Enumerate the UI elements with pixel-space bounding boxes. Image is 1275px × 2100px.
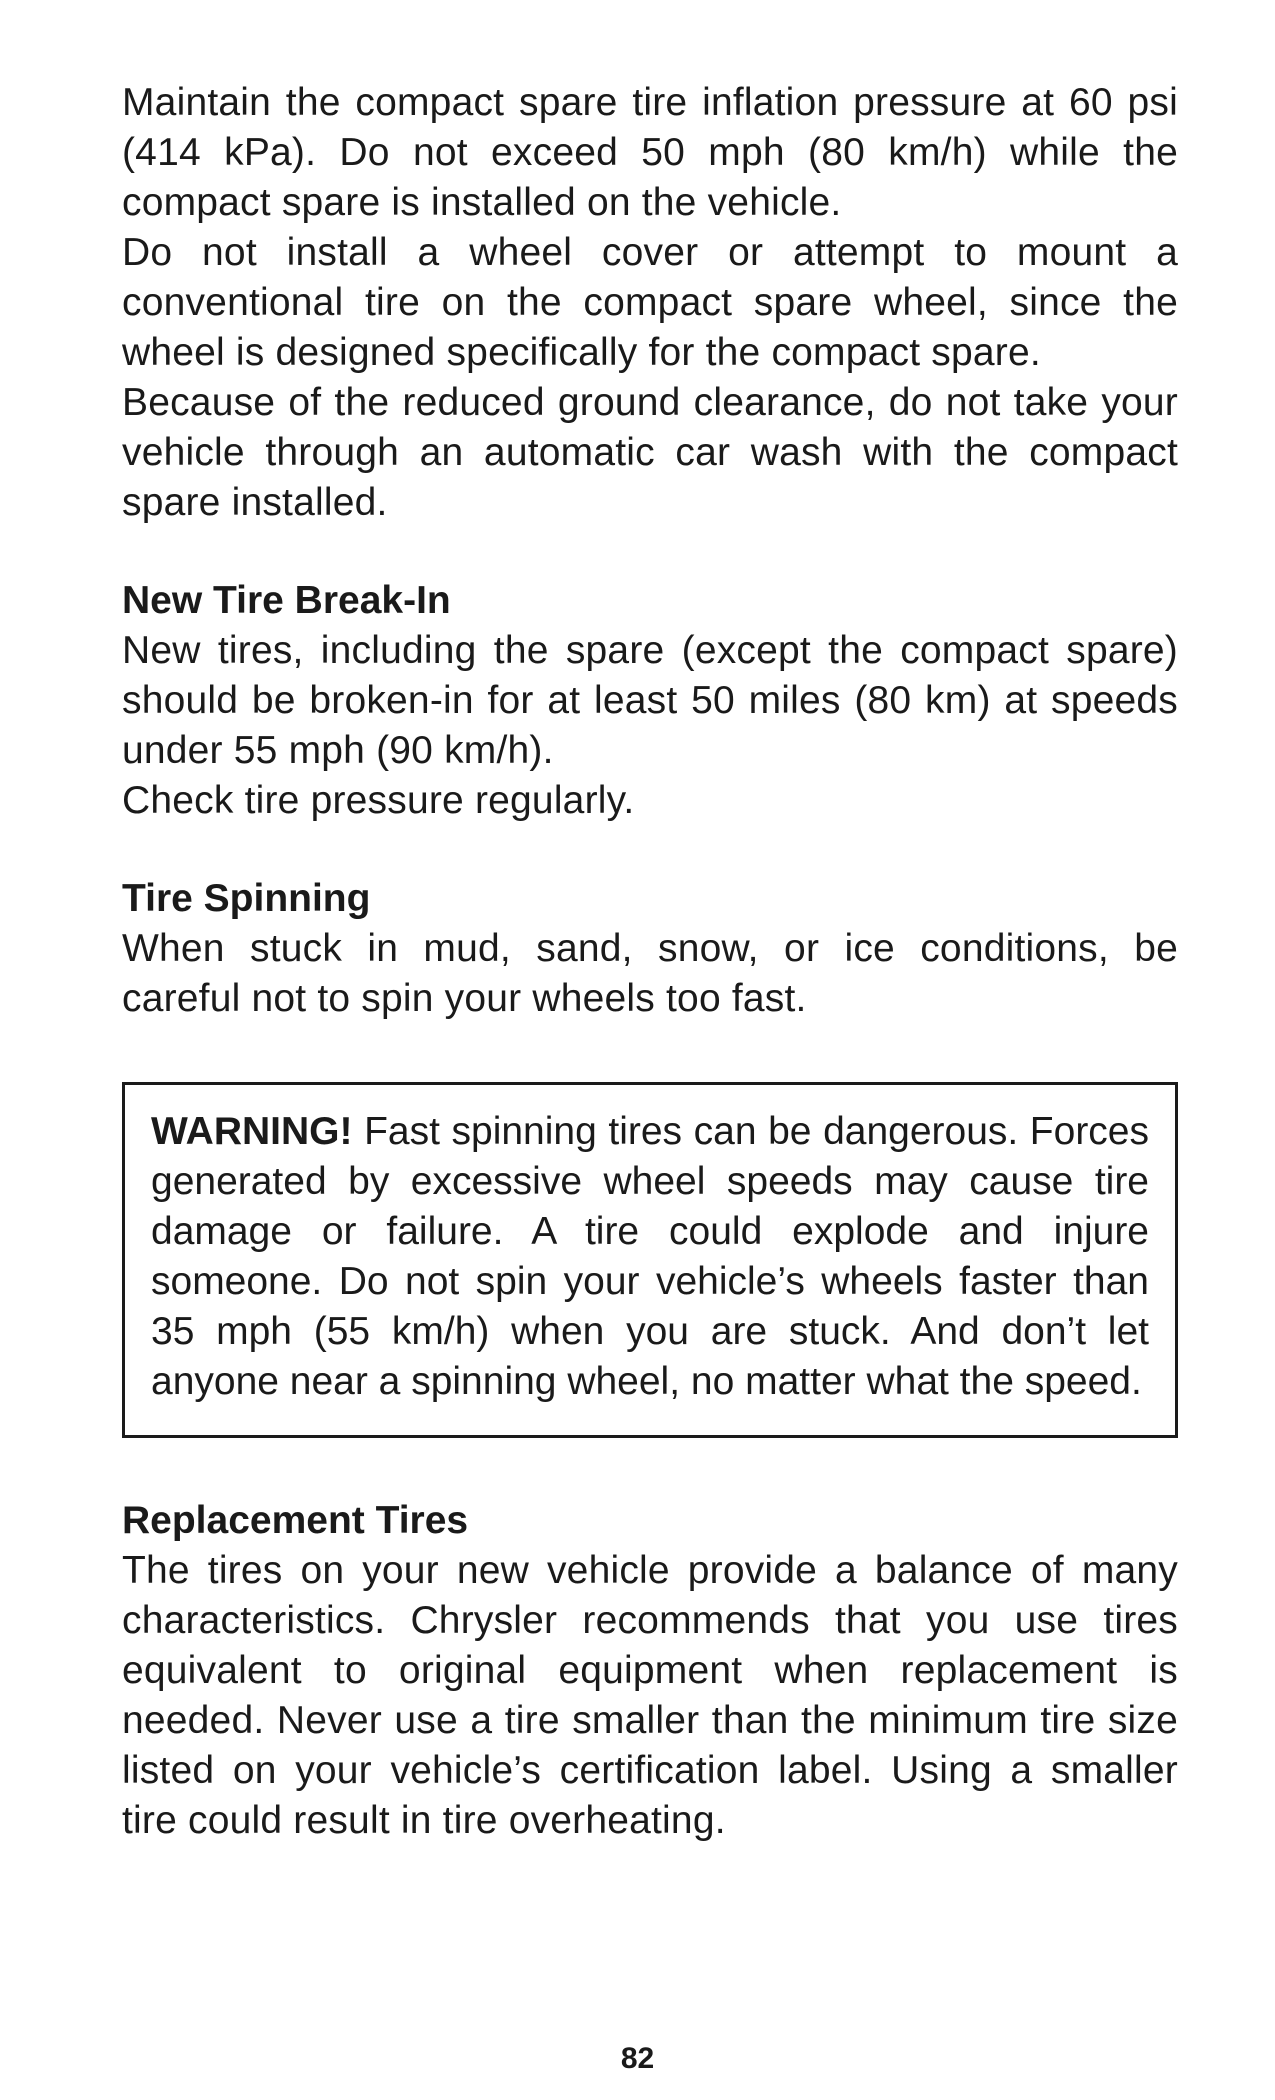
warning-box xyxy=(122,1082,1178,1438)
check-pressure-note: Check tire pressure regularly. xyxy=(122,779,635,822)
spare-pressure-paragraph: Maintain the compact spare tire inflation pressure at 60 psi (414 kPa). Do not exceed 50 mph (80 km/h) while the compact spare is installed on the vehicle. xyxy=(122,81,1178,224)
break-in-text: New tires, including the spare (except the compact spare) should be broken-in for at least 50 miles (80 km) at speeds under 55 mph (90 km/h). xyxy=(122,629,1178,772)
replacement-text: The tires on your new vehicle provide a balance of many characteristics. Chrysler recommends that you use tires equivalent to original equipment when replacement is needed. Never use a tire smaller than the minimum tire size listed on your vehicle’s certification label. Using a smaller tire could result in tire overheating. xyxy=(122,1549,1178,1842)
replacement-heading: Replacement Tires xyxy=(122,1499,469,1542)
warning-label: WARNING! xyxy=(151,1110,353,1153)
car-wash-paragraph: Because of the reduced ground clearance, do not take your vehicle through an automatic car wash with the compact spare installed. xyxy=(122,381,1178,524)
spinning-section xyxy=(122,874,1178,1024)
spinning-heading: Tire Spinning xyxy=(122,877,371,920)
break-in-section xyxy=(122,576,1178,826)
page-number: 82 xyxy=(620,2042,655,2075)
warning-paragraph xyxy=(151,1107,1149,1407)
break-in-heading: New Tire Break-In xyxy=(122,579,451,622)
wheel-cover-paragraph: Do not install a wheel cover or attempt to mount a conventional tire on the compact spare wheel, since the wheel is designed specifically for the compact spare. xyxy=(122,231,1178,374)
manual-page xyxy=(122,78,1178,1846)
replacement-section xyxy=(122,1496,1178,1846)
warning-text: Fast spinning tires can be dangerous. Forces generated by excessive wheel speeds may cause tire damage or failure. A tire could explode and injure someone. Do not spin your vehicle’s wheels faster than 35 mph (55 km/h) when you are stuck. And don’t let anyone near a spinning wheel, no matter what the speed. xyxy=(151,1110,1149,1403)
spinning-text: When stuck in mud, sand, snow, or ice conditions, be careful not to spin your wheels too fast. xyxy=(122,927,1178,1020)
